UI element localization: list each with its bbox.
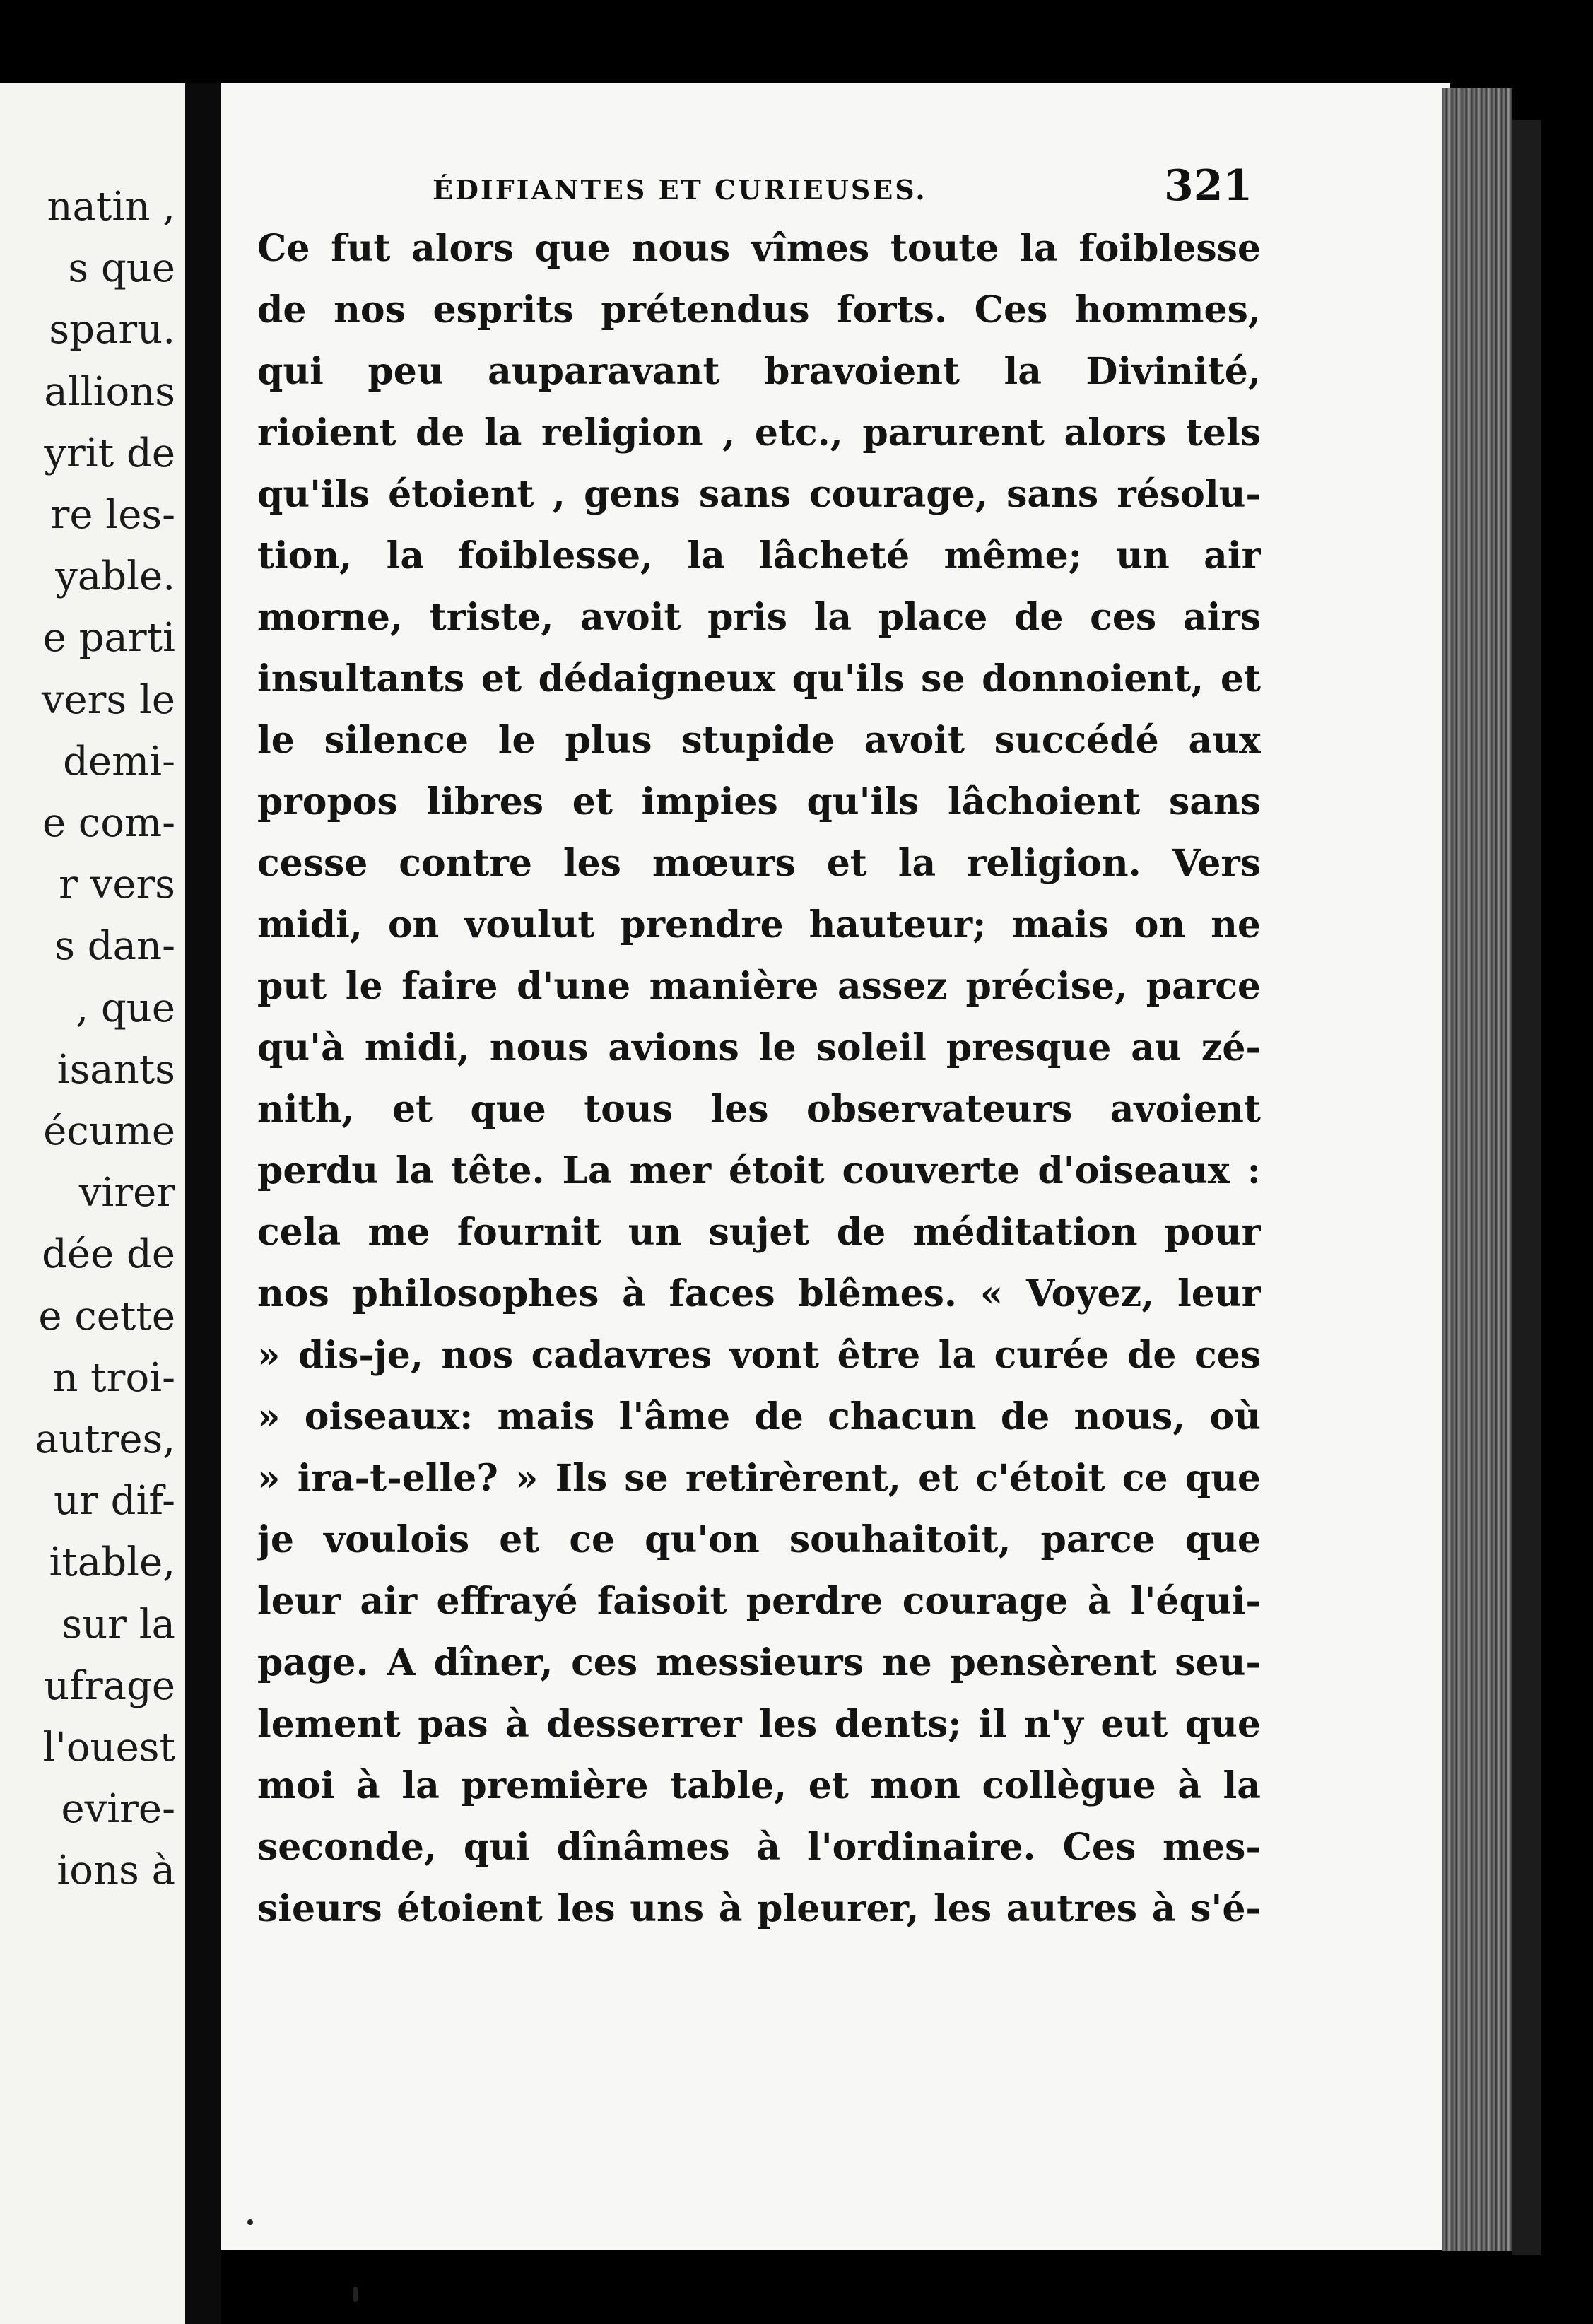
facing-page-line: e parti	[42, 615, 175, 662]
text-line: qu'à midi, nous avions le soleil presque au zé-	[257, 1026, 1261, 1069]
facing-page-line: e cette	[38, 1293, 175, 1339]
text-line: put le faire d'une manière assez précise, parce	[257, 965, 1261, 1008]
text-line: Ce fut alors que nous vîmes toute la foiblesse	[257, 227, 1261, 270]
facing-page-line: ur dif-	[53, 1478, 175, 1525]
text-line: leur air effrayé faisoit perdre courage à l'équi-	[257, 1580, 1261, 1623]
facing-page-line: isants	[57, 1046, 175, 1093]
text-line: perdu la tête. La mer étoit couverte d'oiseaux :	[257, 1149, 1261, 1192]
facing-page-line: ufrage	[44, 1662, 175, 1709]
facing-page-line: écume	[43, 1108, 175, 1154]
facing-page-line: virer	[78, 1170, 175, 1216]
text-line: nith, et que tous les observateurs avoient	[257, 1088, 1261, 1131]
text-line: morne, triste, avoit pris la place de ces airs	[257, 596, 1261, 639]
page-edges	[1442, 88, 1512, 2251]
text-line: qu'ils étoient , gens sans courage, sans résolu-	[257, 473, 1261, 516]
facing-page-left	[0, 83, 185, 2324]
page-body-text	[257, 218, 1261, 1939]
text-line: de nos esprits prétendus forts. Ces hommes,	[257, 288, 1261, 331]
book-gutter	[185, 83, 221, 2324]
facing-page-line: s que	[68, 245, 175, 292]
facing-page-line: autres,	[35, 1416, 175, 1462]
text-line: tion, la foiblesse, la lâcheté même; un air	[257, 534, 1261, 577]
facing-page-line: r vers	[59, 862, 175, 908]
text-line: propos libres et impies qu'ils lâchoient sans	[257, 780, 1261, 823]
text-line: nos philosophes à faces blêmes. « Voyez, leur	[257, 1272, 1261, 1315]
facing-page-line: allions	[44, 368, 175, 415]
text-line: » dis-je, nos cadavres vont être la curée de ces	[257, 1334, 1261, 1377]
facing-page-line: sur la	[61, 1601, 175, 1648]
text-line: seconde, qui dînâmes à l'ordinaire. Ces mes-	[257, 1826, 1261, 1869]
text-line: page. A dîner, ces messieurs ne pensèrent seu-	[257, 1641, 1261, 1684]
text-line: lement pas à desserrer les dents; il n'y eut que	[257, 1703, 1261, 1746]
facing-page-line: e com-	[42, 800, 175, 846]
facing-page-line: sparu.	[49, 307, 175, 353]
facing-page-line: s dan-	[54, 923, 175, 970]
ink-speck	[247, 2219, 253, 2225]
facing-page-line: yable.	[55, 553, 175, 600]
facing-page-line: itable,	[49, 1539, 175, 1586]
text-line: » oiseaux: mais l'âme de chacun de nous, où	[257, 1395, 1261, 1438]
facing-page-line: demi-	[63, 738, 175, 785]
text-line: » ira-t-elle? » Ils se retirèrent, et c'étoit ce que	[257, 1457, 1261, 1500]
facing-page-line: ions à	[57, 1848, 175, 1894]
facing-page-line: re les-	[50, 492, 175, 538]
running-head: ÉDIFIANTES ET CURIEUSES.	[433, 174, 927, 206]
text-line: qui peu auparavant bravoient la Divinité,	[257, 350, 1261, 393]
text-line: sieurs étoient les uns à pleurer, les autres à s'é-	[257, 1887, 1261, 1930]
facing-page-line: dée de	[42, 1231, 175, 1278]
text-line: insultants et dédaigneux qu'ils se donnoient, et	[257, 657, 1261, 700]
facing-page-line: yrit de	[44, 430, 175, 476]
facing-page-line: vers le	[41, 676, 175, 723]
text-line: moi à la première table, et mon collègue à la	[257, 1764, 1261, 1807]
page-number: 321	[1164, 161, 1253, 211]
text-line: le silence le plus stupide avoit succédé aux	[257, 719, 1261, 762]
text-line: midi, on voulut prendre hauteur; mais on ne	[257, 903, 1261, 946]
text-line: rioient de la religion , etc., parurent alors tels	[257, 411, 1261, 454]
book-page	[221, 83, 1450, 2250]
facing-page-line: natin ,	[47, 184, 175, 230]
ink-mark	[353, 2287, 358, 2302]
facing-page-line: n troi-	[52, 1354, 175, 1401]
binding-shadow	[1512, 120, 1541, 2255]
facing-page-line: , que	[76, 985, 175, 1031]
facing-page-line: l'ouest	[42, 1725, 175, 1771]
text-line: cesse contre les mœurs et la religion. Vers	[257, 842, 1261, 885]
text-line: je voulois et ce qu'on souhaitoit, parce que	[257, 1518, 1261, 1561]
text-line: cela me fournit un sujet de méditation pour	[257, 1211, 1261, 1254]
facing-page-line: evire-	[61, 1786, 175, 1833]
